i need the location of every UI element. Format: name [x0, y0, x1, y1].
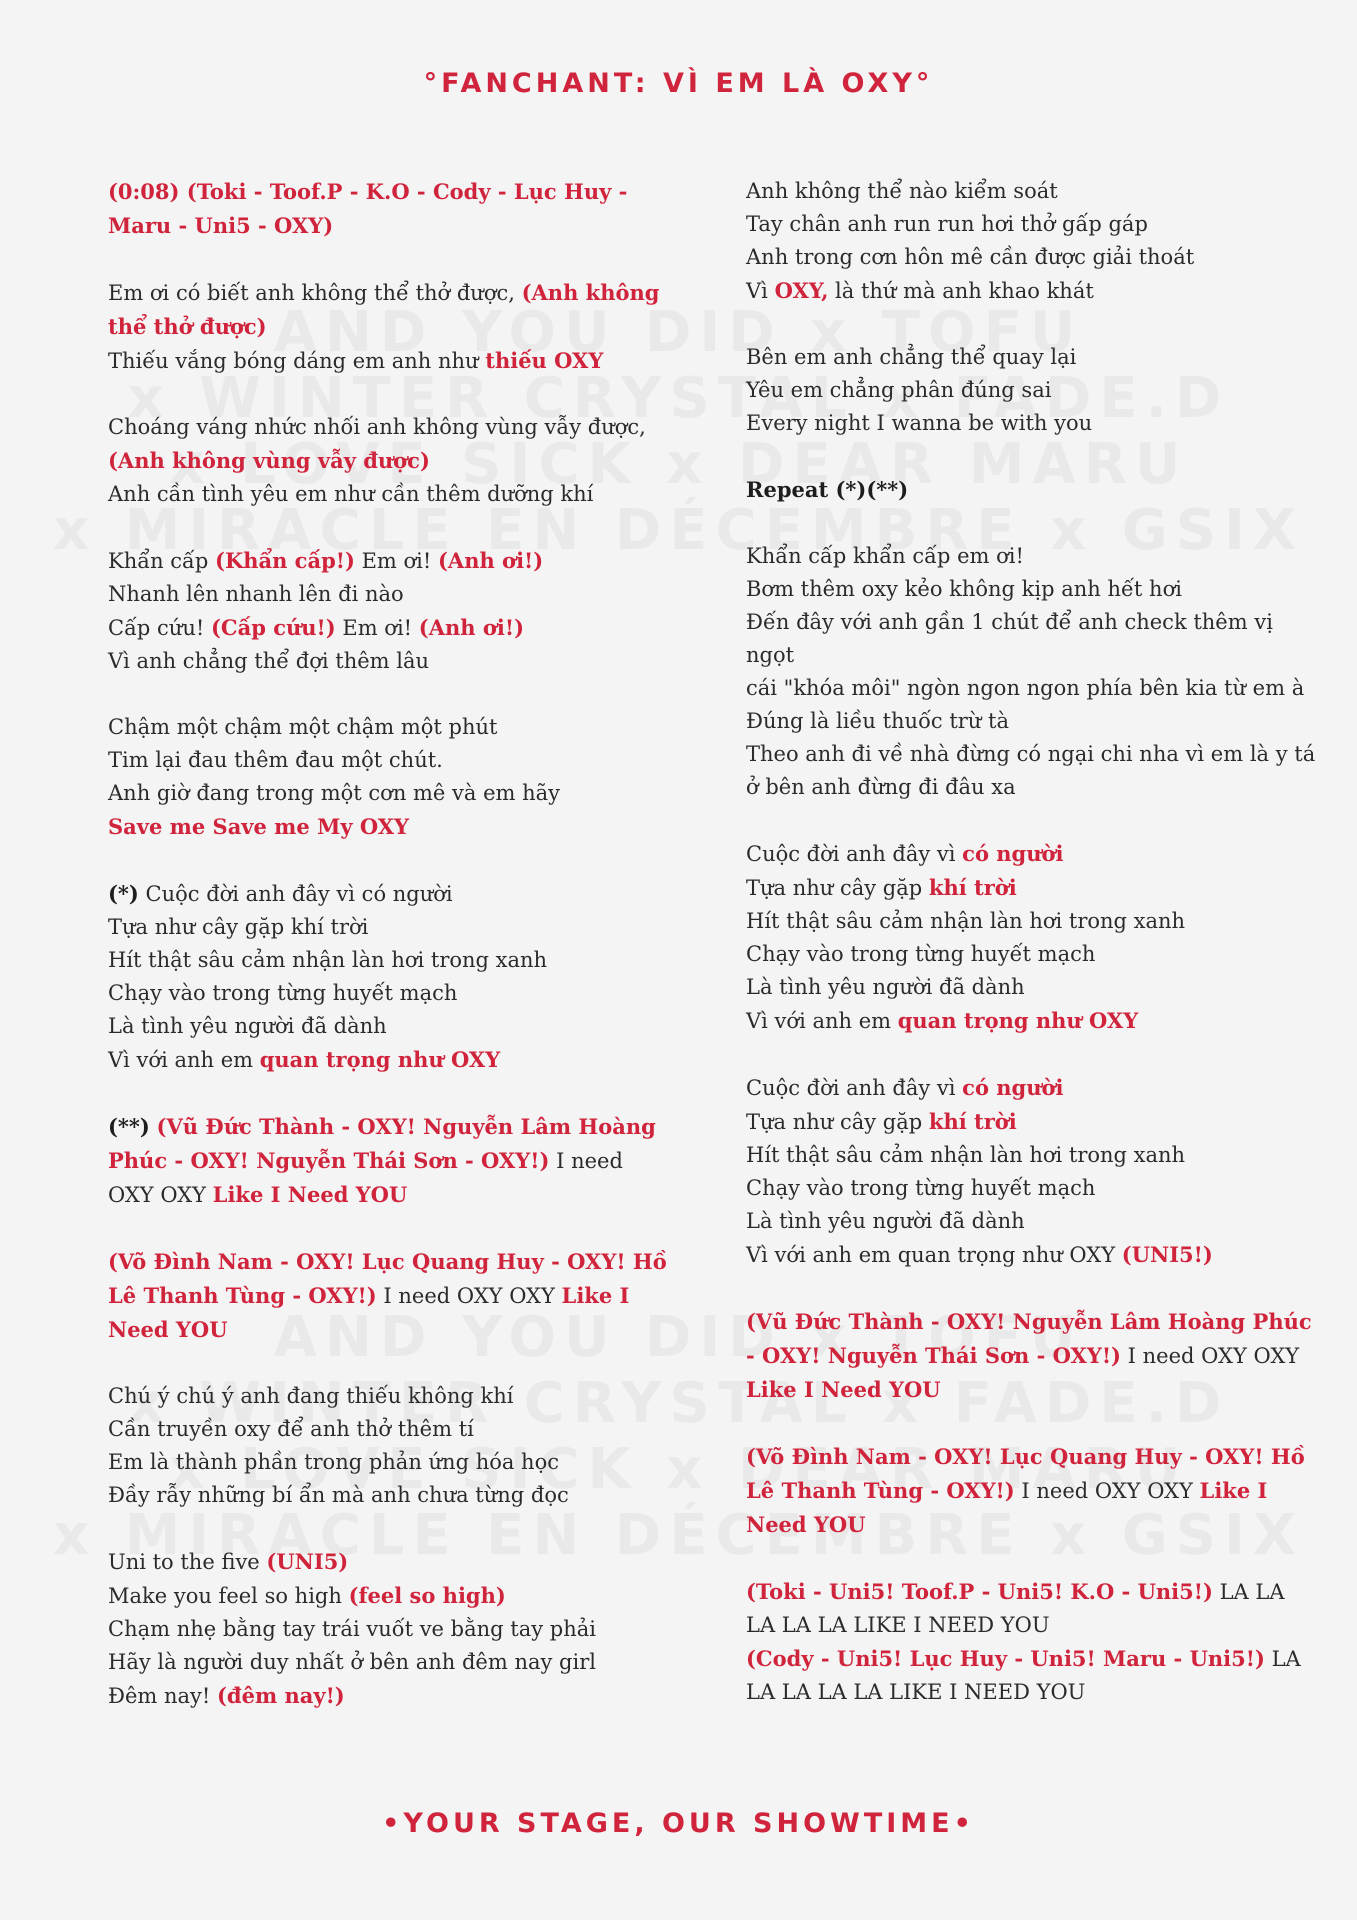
lyric-stanza [746, 1575, 1316, 1709]
lyric-line [746, 1440, 1316, 1542]
lyric-text: Em là thành phần trong phản ứng hóa học [108, 1450, 559, 1474]
page-footer: •YOUR STAGE, OUR SHOWTIME• [382, 1808, 975, 1839]
lyric-line [108, 1646, 668, 1679]
lyric-text: Hãy là người duy nhất ở bên anh đêm nay girl [108, 1650, 596, 1674]
lyric-text: Chạy vào trong từng huyết mạch [108, 981, 458, 1005]
lyric-text: Tựa như cây gặp [746, 1110, 929, 1134]
lyric-line [108, 810, 668, 844]
lyric-stanza [746, 1305, 1316, 1407]
lyric-line [746, 1172, 1316, 1205]
lyric-stanza [746, 837, 1316, 1038]
lyric-stanza [108, 877, 668, 1077]
lyric-line [746, 871, 1316, 905]
lyric-line [108, 444, 668, 478]
lyric-text: Anh trong cơn hôn mê cần được giải thoát [746, 245, 1195, 269]
lyric-line [108, 944, 668, 977]
lyric-line [746, 407, 1316, 440]
lyric-line [108, 611, 668, 645]
lyric-text: Là tình yêu người đã dành [746, 975, 1025, 999]
lyric-stanza [746, 1440, 1316, 1542]
lyric-text: Cuộc đời anh đây vì có người [138, 882, 453, 906]
lyric-text: Choáng váng nhức nhối anh không vùng vẫy được, [108, 415, 646, 439]
lyric-text: Hít thật sâu cảm nhận làn hơi trong xanh [746, 1143, 1186, 1167]
lyric-text: I need OXY OXY [108, 1149, 623, 1207]
chant-text: (0:08) (Toki - Toof.P - K.O - Cody - Lục Huy - Maru - Uni5 - OXY) [108, 179, 628, 238]
chant-text: Like I Need YOU [746, 1478, 1268, 1537]
lyric-line [746, 573, 1316, 606]
lyric-text: Cấp cứu! [108, 616, 211, 640]
lyric-text: Cuộc đời anh đây vì [746, 842, 963, 866]
lyric-stanza [108, 1245, 668, 1347]
lyric-line [108, 1479, 668, 1512]
lyric-text: Chậm một chậm một chậm một phút [108, 715, 498, 739]
lyric-line [746, 606, 1316, 672]
lyric-text: Tựa như cây gặp khí trời [108, 915, 369, 939]
chant-text: quan trọng như OXY [259, 1047, 501, 1072]
lyric-stanza [746, 1071, 1316, 1272]
marker-text: (*) [108, 881, 139, 906]
lyric-line [746, 274, 1316, 308]
lyric-text: Tựa như cây gặp [746, 876, 929, 900]
lyric-line [108, 1579, 668, 1613]
chant-text: (UNI5) [266, 1549, 349, 1574]
lyric-stanza [746, 473, 1316, 507]
lyrics-right-column [746, 175, 1316, 1742]
lyric-line [746, 540, 1316, 573]
lyric-text: là thứ mà anh khao khát [828, 279, 1094, 303]
lyric-line [108, 1245, 668, 1347]
lyric-line [108, 1043, 668, 1077]
lyric-line [108, 276, 668, 344]
chant-text: (Vũ Đức Thành - OXY! Nguyễn Lâm Hoàng Phúc - OXY! Nguyễn Thái Sơn - OXY!) [746, 1309, 1312, 1368]
lyric-text: Là tình yêu người đã dành [746, 1209, 1025, 1233]
lyric-stanza [108, 1380, 668, 1512]
lyric-line [746, 175, 1316, 208]
chant-text: (Võ Đình Nam - OXY! Lục Quang Huy - OXY! Hồ Lê Thanh Tùng - OXY!) [746, 1444, 1305, 1503]
chant-text: khí trời [928, 875, 1017, 900]
lyric-text: Chạm nhẹ bằng tay trái vuốt ve bằng tay phải [108, 1617, 596, 1641]
lyric-stanza [108, 411, 668, 511]
lyric-text: Khẩn cấp khẩn cấp em ơi! [746, 544, 1024, 568]
lyric-line [108, 1413, 668, 1446]
lyric-text: Em ơi có biết anh không thể thở được, [108, 281, 522, 305]
lyric-line [746, 1575, 1316, 1642]
lyric-text: cái "khóa môi" ngòn ngon ngon phía bên kia từ em à [746, 676, 1305, 700]
lyric-text: Cần truyền oxy để anh thở thêm tí [108, 1417, 474, 1441]
lyric-text: Tay chân anh run run hơi thở gấp gáp [746, 212, 1148, 236]
lyric-text: Đầy rẫy những bí ẩn mà anh chưa từng đọc [108, 1483, 569, 1507]
lyric-stanza [108, 544, 668, 678]
lyric-text: Bên em anh chẳng thể quay lại [746, 345, 1077, 369]
lyric-text: I need OXY OXY [1014, 1479, 1200, 1503]
chant-text: (Anh không vùng vẫy được) [108, 448, 430, 473]
lyric-stanza [108, 1545, 668, 1713]
lyric-line [108, 344, 668, 378]
lyric-line [108, 911, 668, 944]
lyric-text: Thiếu vắng bóng dáng em anh như [108, 349, 486, 373]
lyric-text: Yêu em chẳng phân đúng sai [746, 378, 1052, 402]
chant-text: (UNI5!) [1121, 1242, 1213, 1267]
lyric-line [746, 208, 1316, 241]
lyric-text: Cuộc đời anh đây vì [746, 1076, 963, 1100]
lyric-text: Vì với anh em quan trọng như OXY [746, 1243, 1122, 1267]
lyric-line [746, 1205, 1316, 1238]
lyric-text: Đêm nay! [108, 1684, 217, 1708]
chant-text: Save me Save me My OXY [108, 814, 410, 839]
lyric-text: Nhanh lên nhanh lên đi nào [108, 582, 404, 606]
lyric-text: Vì anh chẳng thể đợi thêm lâu [108, 649, 430, 673]
lyric-text [150, 1115, 157, 1139]
lyric-line [746, 905, 1316, 938]
lyric-line [108, 1110, 668, 1212]
lyric-line [746, 241, 1316, 274]
chant-text: (Anh ơi!) [437, 548, 544, 573]
lyric-line [108, 744, 668, 777]
lyric-text: Anh không thể nào kiểm soát [746, 179, 1058, 203]
lyric-text: Là tình yêu người đã dành [108, 1014, 387, 1038]
lyric-text: Make you feel so high [108, 1584, 349, 1608]
lyric-text: Bơm thêm oxy kẻo không kịp anh hết hơi [746, 577, 1182, 601]
lyric-line [746, 1105, 1316, 1139]
lyric-line [108, 977, 668, 1010]
marker-text: (**) [108, 1114, 150, 1139]
lyric-line [746, 1238, 1316, 1272]
lyric-text: Khẩn cấp [108, 549, 216, 573]
lyric-stanza [746, 540, 1316, 804]
chant-text: thiếu OXY [485, 348, 604, 373]
lyric-line [746, 1071, 1316, 1105]
lyric-line [746, 705, 1316, 738]
chant-text: (đêm nay!) [217, 1683, 345, 1708]
lyric-line [108, 1613, 668, 1646]
lyric-text: LA LA LA LA LA LIKE I NEED YOU [746, 1647, 1301, 1704]
lyric-line [108, 1446, 668, 1479]
chant-text: Like I Need YOU [108, 1283, 630, 1342]
chant-text: Like I Need YOU [212, 1182, 408, 1207]
lyric-text: Vì [746, 279, 775, 303]
lyric-line [746, 738, 1316, 771]
lyric-line [746, 473, 1316, 507]
lyric-stanza [108, 1110, 668, 1212]
lyric-line [746, 1004, 1316, 1038]
chant-text: có người [962, 841, 1064, 866]
lyric-line [108, 1679, 668, 1713]
lyric-line [746, 1139, 1316, 1172]
lyric-stanza [108, 711, 668, 844]
lyric-line [108, 1545, 668, 1579]
chant-text: (feel so high) [348, 1583, 506, 1608]
lyric-line [108, 1380, 668, 1413]
lyric-text: Đến đây với anh gần 1 chút để anh check thêm vị ngọt [746, 610, 1273, 667]
chant-text: có người [962, 1075, 1064, 1100]
lyric-text: Chú ý chú ý anh đang thiếu không khí [108, 1384, 514, 1408]
lyric-line [746, 771, 1316, 804]
lyric-text: Hít thật sâu cảm nhận làn hơi trong xanh [108, 948, 548, 972]
lyric-text: Hít thật sâu cảm nhận làn hơi trong xanh [746, 909, 1186, 933]
lyric-text: Tim lại đau thêm đau một chút. [108, 748, 443, 772]
lyric-stanza [108, 276, 668, 378]
lyric-stanza [746, 175, 1316, 308]
lyric-line [746, 1305, 1316, 1407]
lyric-line [746, 341, 1316, 374]
lyric-stanza [746, 341, 1316, 440]
lyric-text: Chạy vào trong từng huyết mạch [746, 1176, 1096, 1200]
lyric-line [746, 837, 1316, 871]
lyric-text: Em ơi! [354, 549, 438, 573]
chant-text: OXY, [774, 278, 829, 303]
lyric-line [108, 711, 668, 744]
chant-text: (Vũ Đức Thành - OXY! Nguyễn Lâm Hoàng Phúc - OXY! Nguyễn Thái Sơn - OXY!) [108, 1114, 656, 1173]
lyric-text: ở bên anh đừng đi đâu xa [746, 775, 1016, 799]
lyric-line [746, 971, 1316, 1004]
lyric-text: LA LA LA LA LA LIKE I NEED YOU [746, 1580, 1285, 1637]
lyric-line [746, 938, 1316, 971]
lyric-text: Đúng là liều thuốc trừ tà [746, 709, 1009, 733]
lyric-line [746, 374, 1316, 407]
chant-text: Like I Need YOU [746, 1377, 941, 1402]
lyric-line [108, 645, 668, 678]
chant-text: quan trọng như OXY [897, 1008, 1139, 1033]
lyric-line [108, 478, 668, 511]
lyric-line [746, 672, 1316, 705]
chant-text: (Anh ơi!) [418, 615, 525, 640]
lyric-text: Theo anh đi về nhà đừng có ngại chi nha vì em là y tá [746, 742, 1316, 766]
lyric-text: Uni to the five [108, 1550, 267, 1574]
lyric-text: Chạy vào trong từng huyết mạch [746, 942, 1096, 966]
lyric-line [108, 578, 668, 611]
lyric-line [108, 544, 668, 578]
lyric-text: I need OXY OXY [1121, 1344, 1300, 1368]
marker-text: Repeat (*)(**) [746, 477, 909, 502]
page-title: °FANCHANT: VÌ EM LÀ OXY° [423, 68, 934, 99]
chant-text: (Cấp cứu!) [210, 615, 336, 640]
lyrics-left-column [108, 175, 668, 1746]
lyric-text: I need OXY OXY [376, 1284, 562, 1308]
chant-text: (Cody - Uni5! Lục Huy - Uni5! Maru - Uni5!) [746, 1646, 1265, 1671]
lyric-text: Em ơi! [335, 616, 419, 640]
chant-text: (Anh không thể thở được) [108, 280, 660, 339]
lyric-text: Vì với anh em [746, 1009, 898, 1033]
lyric-text: Every night I wanna be with you [746, 411, 1093, 435]
lyric-text: Anh cần tình yêu em như cần thêm dưỡng khí [108, 482, 594, 506]
lyric-line [108, 877, 668, 911]
chant-text: (Khẩn cấp!) [215, 548, 355, 573]
lyric-stanza [108, 175, 668, 243]
chant-text: (Võ Đình Nam - OXY! Lục Quang Huy - OXY! Hồ Lê Thanh Tùng - OXY!) [108, 1249, 667, 1308]
lyric-text: Vì với anh em [108, 1048, 260, 1072]
lyric-line [108, 777, 668, 810]
chant-text: khí trời [928, 1109, 1017, 1134]
lyric-text: Anh giờ đang trong một cơn mê và em hãy [108, 781, 561, 805]
chant-text: (Toki - Uni5! Toof.P - Uni5! K.O - Uni5!) [746, 1579, 1213, 1604]
lyric-line [108, 1010, 668, 1043]
lyric-line [746, 1642, 1316, 1709]
lyric-line [108, 411, 668, 444]
lyric-line [108, 175, 668, 243]
